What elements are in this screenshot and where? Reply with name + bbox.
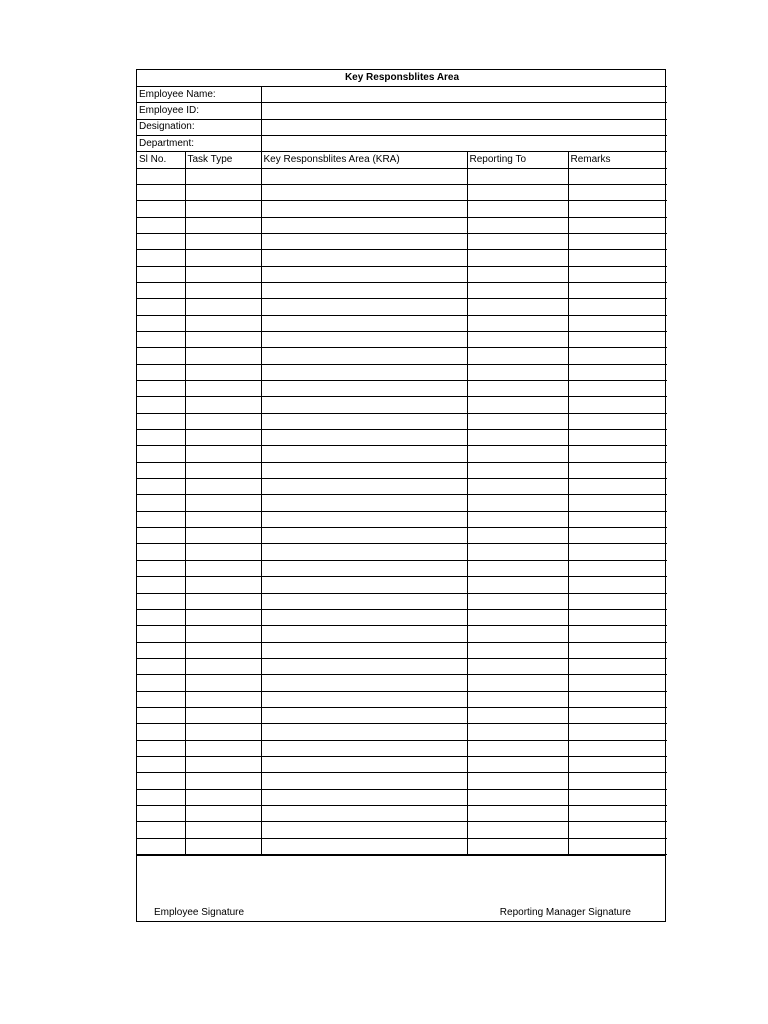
- cell-kra[interactable]: [261, 184, 467, 200]
- table-row: [137, 184, 667, 200]
- cell-reporting-to[interactable]: [467, 446, 568, 462]
- cell-kra[interactable]: [261, 348, 467, 364]
- kra-table: [137, 70, 667, 855]
- cell-reporting-to[interactable]: [467, 593, 568, 609]
- cell-sl-no[interactable]: [137, 413, 185, 429]
- table-row: [137, 348, 667, 364]
- cell-reporting-to[interactable]: [467, 691, 568, 707]
- cell-task-type[interactable]: [185, 282, 261, 298]
- cell-sl-no[interactable]: [137, 282, 185, 298]
- table-row: [137, 609, 667, 625]
- table-row: [137, 577, 667, 593]
- cell-sl-no[interactable]: [137, 838, 185, 854]
- cell-task-type[interactable]: [185, 707, 261, 723]
- cell-kra[interactable]: [261, 691, 467, 707]
- cell-remarks[interactable]: [568, 299, 667, 315]
- cell-remarks[interactable]: [568, 528, 667, 544]
- cell-reporting-to[interactable]: [467, 430, 568, 446]
- cell-sl-no[interactable]: [137, 724, 185, 740]
- cell-sl-no[interactable]: [137, 789, 185, 805]
- cell-kra[interactable]: [261, 577, 467, 593]
- table-row: [137, 201, 667, 217]
- table-row: [137, 381, 667, 397]
- table-row: [137, 724, 667, 740]
- cell-sl-no[interactable]: [137, 773, 185, 789]
- cell-task-type[interactable]: [185, 838, 261, 854]
- cell-task-type[interactable]: [185, 511, 261, 527]
- cell-task-type[interactable]: [185, 560, 261, 576]
- field-row: [137, 119, 667, 135]
- cell-remarks[interactable]: [568, 217, 667, 233]
- field-value-employee-id[interactable]: [261, 103, 667, 119]
- table-row: [137, 332, 667, 348]
- cell-kra[interactable]: [261, 217, 467, 233]
- cell-sl-no[interactable]: [137, 675, 185, 691]
- field-label-employee-id: Employee ID:: [137, 103, 261, 119]
- cell-sl-no[interactable]: [137, 446, 185, 462]
- cell-kra[interactable]: [261, 658, 467, 674]
- cell-sl-no[interactable]: [137, 430, 185, 446]
- cell-reporting-to[interactable]: [467, 756, 568, 772]
- manager-signature-label: Reporting Manager Signature: [499, 907, 631, 918]
- cell-remarks[interactable]: [568, 626, 667, 642]
- kra-form: [136, 69, 666, 922]
- cell-task-type[interactable]: [185, 168, 261, 184]
- cell-kra[interactable]: [261, 773, 467, 789]
- cell-sl-no[interactable]: [137, 168, 185, 184]
- cell-reporting-to[interactable]: [467, 805, 568, 821]
- cell-remarks[interactable]: [568, 756, 667, 772]
- cell-sl-no[interactable]: [137, 511, 185, 527]
- cell-remarks[interactable]: [568, 282, 667, 298]
- cell-kra[interactable]: [261, 446, 467, 462]
- cell-sl-no[interactable]: [137, 805, 185, 821]
- cell-reporting-to[interactable]: [467, 773, 568, 789]
- cell-kra[interactable]: [261, 250, 467, 266]
- field-label-employee-name: Employee Name:: [137, 86, 261, 102]
- cell-reporting-to[interactable]: [467, 577, 568, 593]
- table-row: [137, 838, 667, 854]
- cell-remarks[interactable]: [568, 724, 667, 740]
- table-row: [137, 756, 667, 772]
- column-header-kra: Key Responsblites Area (KRA): [261, 152, 467, 168]
- cell-kra[interactable]: [261, 299, 467, 315]
- cell-remarks[interactable]: [568, 789, 667, 805]
- table-row: [137, 528, 667, 544]
- field-value-employee-name[interactable]: [261, 86, 667, 102]
- cell-remarks[interactable]: [568, 642, 667, 658]
- cell-kra[interactable]: [261, 381, 467, 397]
- table-row: [137, 430, 667, 446]
- cell-sl-no[interactable]: [137, 691, 185, 707]
- cell-remarks[interactable]: [568, 838, 667, 854]
- cell-reporting-to[interactable]: [467, 364, 568, 380]
- cell-kra[interactable]: [261, 397, 467, 413]
- cell-remarks[interactable]: [568, 233, 667, 249]
- cell-reporting-to[interactable]: [467, 544, 568, 560]
- cell-kra[interactable]: [261, 282, 467, 298]
- cell-task-type[interactable]: [185, 233, 261, 249]
- cell-reporting-to[interactable]: [467, 348, 568, 364]
- cell-remarks[interactable]: [568, 495, 667, 511]
- cell-kra[interactable]: [261, 544, 467, 560]
- table-row: [137, 168, 667, 184]
- cell-sl-no[interactable]: [137, 544, 185, 560]
- cell-reporting-to[interactable]: [467, 282, 568, 298]
- title-row: [137, 70, 667, 86]
- table-row: [137, 707, 667, 723]
- column-header-reporting-to: Reporting To: [467, 152, 568, 168]
- cell-sl-no[interactable]: [137, 299, 185, 315]
- cell-kra[interactable]: [261, 315, 467, 331]
- cell-remarks[interactable]: [568, 609, 667, 625]
- cell-task-type[interactable]: [185, 773, 261, 789]
- table-row: [137, 299, 667, 315]
- column-header-sl-no: Sl No.: [137, 152, 185, 168]
- cell-task-type[interactable]: [185, 462, 261, 478]
- column-header-remarks: Remarks: [568, 152, 667, 168]
- cell-task-type[interactable]: [185, 446, 261, 462]
- cell-sl-no[interactable]: [137, 233, 185, 249]
- cell-reporting-to[interactable]: [467, 740, 568, 756]
- cell-kra[interactable]: [261, 626, 467, 642]
- table-row: [137, 282, 667, 298]
- table-row: [137, 691, 667, 707]
- cell-kra[interactable]: [261, 593, 467, 609]
- cell-reporting-to[interactable]: [467, 266, 568, 282]
- cell-task-type[interactable]: [185, 691, 261, 707]
- cell-remarks[interactable]: [568, 413, 667, 429]
- cell-reporting-to[interactable]: [467, 462, 568, 478]
- cell-task-type[interactable]: [185, 642, 261, 658]
- cell-remarks[interactable]: [568, 315, 667, 331]
- cell-remarks[interactable]: [568, 773, 667, 789]
- cell-sl-no[interactable]: [137, 609, 185, 625]
- cell-remarks[interactable]: [568, 691, 667, 707]
- cell-task-type[interactable]: [185, 381, 261, 397]
- table-row: [137, 397, 667, 413]
- cell-task-type[interactable]: [185, 609, 261, 625]
- cell-task-type[interactable]: [185, 430, 261, 446]
- cell-kra[interactable]: [261, 168, 467, 184]
- cell-reporting-to[interactable]: [467, 707, 568, 723]
- cell-task-type[interactable]: [185, 528, 261, 544]
- cell-reporting-to[interactable]: [467, 397, 568, 413]
- cell-remarks[interactable]: [568, 511, 667, 527]
- cell-task-type[interactable]: [185, 332, 261, 348]
- cell-reporting-to[interactable]: [467, 609, 568, 625]
- field-value-designation[interactable]: [261, 119, 667, 135]
- cell-remarks[interactable]: [568, 560, 667, 576]
- table-row: [137, 266, 667, 282]
- cell-reporting-to[interactable]: [467, 315, 568, 331]
- cell-remarks[interactable]: [568, 397, 667, 413]
- cell-remarks[interactable]: [568, 707, 667, 723]
- cell-task-type[interactable]: [185, 201, 261, 217]
- cell-sl-no[interactable]: [137, 822, 185, 838]
- signature-area: [137, 855, 665, 921]
- cell-reporting-to[interactable]: [467, 413, 568, 429]
- table-row: [137, 511, 667, 527]
- employee-signature-label: Employee Signature: [154, 907, 245, 918]
- table-row: [137, 315, 667, 331]
- table-row: [137, 642, 667, 658]
- cell-kra[interactable]: [261, 332, 467, 348]
- cell-task-type[interactable]: [185, 577, 261, 593]
- cell-kra[interactable]: [261, 822, 467, 838]
- field-row: [137, 135, 667, 151]
- cell-kra[interactable]: [261, 201, 467, 217]
- cell-task-type[interactable]: [185, 789, 261, 805]
- cell-sl-no[interactable]: [137, 707, 185, 723]
- cell-sl-no[interactable]: [137, 397, 185, 413]
- table-row: [137, 544, 667, 560]
- cell-remarks[interactable]: [568, 201, 667, 217]
- cell-kra[interactable]: [261, 430, 467, 446]
- cell-kra[interactable]: [261, 233, 467, 249]
- cell-remarks[interactable]: [568, 168, 667, 184]
- cell-task-type[interactable]: [185, 658, 261, 674]
- cell-sl-no[interactable]: [137, 364, 185, 380]
- cell-kra[interactable]: [261, 707, 467, 723]
- cell-sl-no[interactable]: [137, 626, 185, 642]
- table-row: [137, 593, 667, 609]
- cell-task-type[interactable]: [185, 822, 261, 838]
- cell-remarks[interactable]: [568, 822, 667, 838]
- table-row: [137, 822, 667, 838]
- cell-sl-no[interactable]: [137, 479, 185, 495]
- cell-reporting-to[interactable]: [467, 675, 568, 691]
- cell-remarks[interactable]: [568, 381, 667, 397]
- cell-kra[interactable]: [261, 609, 467, 625]
- table-row: [137, 740, 667, 756]
- cell-reporting-to[interactable]: [467, 479, 568, 495]
- cell-reporting-to[interactable]: [467, 299, 568, 315]
- cell-sl-no[interactable]: [137, 495, 185, 511]
- cell-task-type[interactable]: [185, 756, 261, 772]
- cell-reporting-to[interactable]: [467, 838, 568, 854]
- field-label-department: Department:: [137, 135, 261, 151]
- table-row: [137, 495, 667, 511]
- cell-remarks[interactable]: [568, 348, 667, 364]
- cell-task-type[interactable]: [185, 315, 261, 331]
- cell-reporting-to[interactable]: [467, 250, 568, 266]
- cell-kra[interactable]: [261, 528, 467, 544]
- cell-kra[interactable]: [261, 511, 467, 527]
- cell-kra[interactable]: [261, 495, 467, 511]
- cell-sl-no[interactable]: [137, 381, 185, 397]
- cell-sl-no[interactable]: [137, 740, 185, 756]
- cell-sl-no[interactable]: [137, 528, 185, 544]
- cell-kra[interactable]: [261, 838, 467, 854]
- cell-remarks[interactable]: [568, 364, 667, 380]
- table-row: [137, 658, 667, 674]
- cell-remarks[interactable]: [568, 266, 667, 282]
- cell-reporting-to[interactable]: [467, 658, 568, 674]
- table-row: [137, 773, 667, 789]
- table-row: [137, 675, 667, 691]
- cell-sl-no[interactable]: [137, 560, 185, 576]
- cell-remarks[interactable]: [568, 430, 667, 446]
- table-row: [137, 789, 667, 805]
- cell-kra[interactable]: [261, 560, 467, 576]
- cell-reporting-to[interactable]: [467, 201, 568, 217]
- cell-reporting-to[interactable]: [467, 511, 568, 527]
- cell-reporting-to[interactable]: [467, 528, 568, 544]
- cell-sl-no[interactable]: [137, 184, 185, 200]
- cell-kra[interactable]: [261, 724, 467, 740]
- cell-task-type[interactable]: [185, 397, 261, 413]
- field-label-designation: Designation:: [137, 119, 261, 135]
- cell-kra[interactable]: [261, 642, 467, 658]
- cell-reporting-to[interactable]: [467, 560, 568, 576]
- cell-remarks[interactable]: [568, 544, 667, 560]
- cell-reporting-to[interactable]: [467, 626, 568, 642]
- cell-sl-no[interactable]: [137, 250, 185, 266]
- form-title: Key Responsblites Area: [137, 70, 667, 86]
- cell-remarks[interactable]: [568, 462, 667, 478]
- cell-sl-no[interactable]: [137, 593, 185, 609]
- table-row: [137, 364, 667, 380]
- cell-kra[interactable]: [261, 789, 467, 805]
- cell-sl-no[interactable]: [137, 462, 185, 478]
- cell-remarks[interactable]: [568, 184, 667, 200]
- table-row: [137, 462, 667, 478]
- cell-reporting-to[interactable]: [467, 217, 568, 233]
- table-row: [137, 479, 667, 495]
- cell-reporting-to[interactable]: [467, 724, 568, 740]
- cell-task-type[interactable]: [185, 626, 261, 642]
- cell-reporting-to[interactable]: [467, 233, 568, 249]
- cell-sl-no[interactable]: [137, 217, 185, 233]
- cell-reporting-to[interactable]: [467, 642, 568, 658]
- cell-sl-no[interactable]: [137, 756, 185, 772]
- table-row: [137, 217, 667, 233]
- cell-remarks[interactable]: [568, 805, 667, 821]
- cell-sl-no[interactable]: [137, 266, 185, 282]
- column-header-task-type: Task Type: [185, 152, 261, 168]
- cell-remarks[interactable]: [568, 740, 667, 756]
- cell-task-type[interactable]: [185, 675, 261, 691]
- cell-reporting-to[interactable]: [467, 184, 568, 200]
- cell-remarks[interactable]: [568, 332, 667, 348]
- cell-task-type[interactable]: [185, 250, 261, 266]
- cell-sl-no[interactable]: [137, 315, 185, 331]
- cell-task-type[interactable]: [185, 724, 261, 740]
- cell-sl-no[interactable]: [137, 577, 185, 593]
- cell-sl-no[interactable]: [137, 642, 185, 658]
- cell-reporting-to[interactable]: [467, 822, 568, 838]
- cell-remarks[interactable]: [568, 577, 667, 593]
- table-row: [137, 560, 667, 576]
- cell-task-type[interactable]: [185, 348, 261, 364]
- cell-reporting-to[interactable]: [467, 332, 568, 348]
- cell-reporting-to[interactable]: [467, 789, 568, 805]
- cell-remarks[interactable]: [568, 675, 667, 691]
- cell-remarks[interactable]: [568, 446, 667, 462]
- cell-task-type[interactable]: [185, 299, 261, 315]
- cell-task-type[interactable]: [185, 544, 261, 560]
- cell-kra[interactable]: [261, 364, 467, 380]
- field-value-department[interactable]: [261, 135, 667, 151]
- cell-kra[interactable]: [261, 266, 467, 282]
- table-row: [137, 413, 667, 429]
- field-row: [137, 103, 667, 119]
- table-row: [137, 805, 667, 821]
- cell-kra[interactable]: [261, 805, 467, 821]
- cell-task-type[interactable]: [185, 266, 261, 282]
- cell-remarks[interactable]: [568, 479, 667, 495]
- cell-remarks[interactable]: [568, 658, 667, 674]
- cell-kra[interactable]: [261, 413, 467, 429]
- table-row: [137, 446, 667, 462]
- cell-reporting-to[interactable]: [467, 495, 568, 511]
- table-row: [137, 233, 667, 249]
- cell-reporting-to[interactable]: [467, 381, 568, 397]
- column-header-row: [137, 152, 667, 168]
- cell-task-type[interactable]: [185, 593, 261, 609]
- cell-task-type[interactable]: [185, 413, 261, 429]
- table-row: [137, 626, 667, 642]
- cell-task-type[interactable]: [185, 364, 261, 380]
- cell-kra[interactable]: [261, 479, 467, 495]
- cell-task-type[interactable]: [185, 495, 261, 511]
- cell-task-type[interactable]: [185, 805, 261, 821]
- cell-task-type[interactable]: [185, 740, 261, 756]
- field-row: [137, 86, 667, 102]
- cell-remarks[interactable]: [568, 250, 667, 266]
- cell-kra[interactable]: [261, 462, 467, 478]
- cell-kra[interactable]: [261, 756, 467, 772]
- cell-sl-no[interactable]: [137, 348, 185, 364]
- cell-kra[interactable]: [261, 675, 467, 691]
- cell-kra[interactable]: [261, 740, 467, 756]
- cell-remarks[interactable]: [568, 593, 667, 609]
- cell-task-type[interactable]: [185, 217, 261, 233]
- cell-reporting-to[interactable]: [467, 168, 568, 184]
- cell-task-type[interactable]: [185, 184, 261, 200]
- table-row: [137, 250, 667, 266]
- cell-sl-no[interactable]: [137, 658, 185, 674]
- cell-sl-no[interactable]: [137, 201, 185, 217]
- cell-sl-no[interactable]: [137, 332, 185, 348]
- cell-task-type[interactable]: [185, 479, 261, 495]
